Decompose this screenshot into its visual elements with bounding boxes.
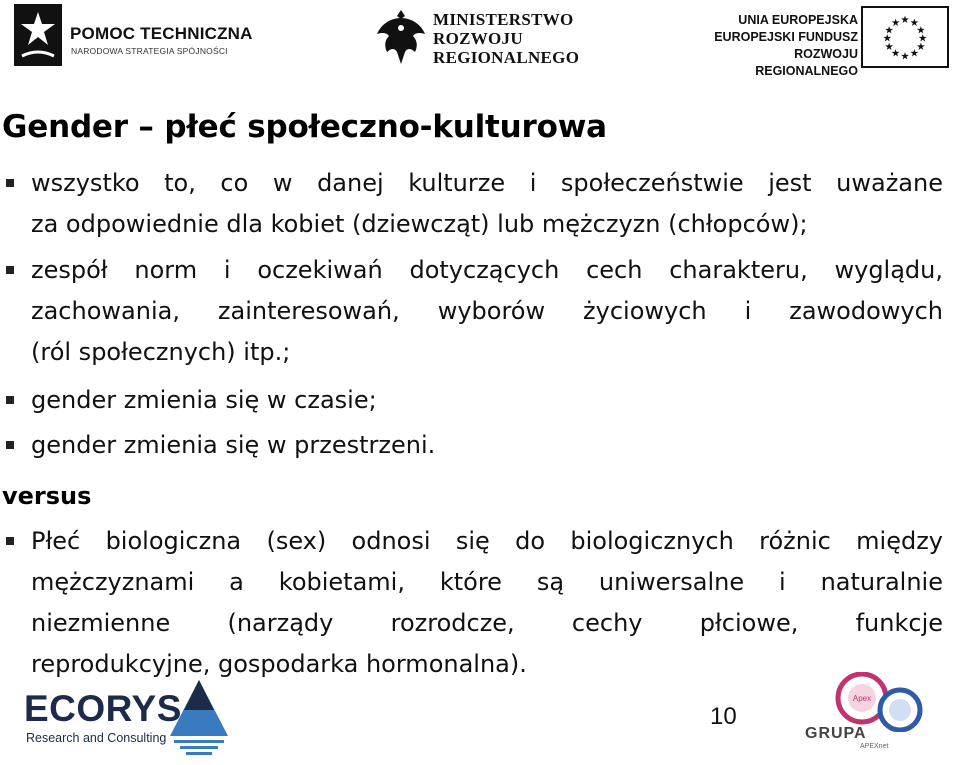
bullet-text-line: wszystko to, co w danej kulturze i społeczeństwie jest uważane — [31, 169, 943, 197]
pt-subtitle: NARODOWA STRATEGIA SPÓJNOŚCI — [71, 46, 228, 56]
bullet-marker — [6, 396, 14, 404]
polish-eagle-icon — [375, 6, 427, 66]
bullet-text-line: mężczyznami a kobietami, które są uniwersalne i naturalnie — [31, 568, 943, 596]
svg-text:★: ★ — [909, 47, 919, 60]
versus-label: versus — [2, 482, 92, 510]
eu-line: UNIA EUROPEJSKA — [738, 13, 858, 27]
eu-line: EUROPEJSKI FUNDUSZ — [714, 30, 858, 44]
bullet-text-line: zachowania, zainteresowań, wyborów życiowych i zawodowych — [31, 297, 943, 325]
pomoc-techniczna-logo — [14, 4, 264, 66]
bullet-text-line: gender zmienia się w czasie; — [31, 386, 377, 414]
ministry-line: ROZWOJU — [433, 29, 523, 48]
svg-text:★: ★ — [884, 41, 894, 54]
bullet-marker — [6, 441, 14, 449]
bullet-marker — [6, 266, 14, 274]
svg-text:★: ★ — [884, 24, 894, 37]
ministry-logo — [375, 6, 580, 68]
bullet-text-line: zespół norm i oczekiwań dotyczących cech charakteru, wyglądu, — [31, 256, 943, 284]
svg-text:★: ★ — [916, 41, 926, 54]
svg-text:★: ★ — [882, 32, 892, 45]
eu-flag-icon — [861, 6, 949, 68]
ministry-line: REGIONALNEGO — [433, 48, 580, 67]
ministry-line: MINISTERSTWO — [433, 10, 574, 29]
grupa-name: GRUPA — [805, 725, 867, 742]
bullet-text-line: (ról społecznych) itp.; — [31, 338, 291, 366]
pt-star-mark-icon — [14, 4, 62, 66]
pt-title: POMOC TECHNICZNA — [70, 24, 253, 43]
bullet-text-line: za odpowiednie dla kobiet (dziewcząt) lub mężczyzn (chłopców); — [31, 210, 808, 238]
svg-text:★: ★ — [909, 16, 919, 29]
bullet-text-line: gender zmienia się w przestrzeni. — [31, 431, 436, 459]
svg-text:★: ★ — [900, 13, 910, 26]
eu-fund-name — [698, 12, 858, 80]
bullet-text-line: Płeć biologiczna (sex) odnosi się do biologicznych różnic między — [31, 527, 943, 555]
apex-circles-icon — [820, 672, 930, 732]
eu-logo — [698, 6, 953, 78]
bullet-text-line: niezmienne (narządy rozrodcze, cechy płciowe, funkcje — [31, 609, 943, 637]
svg-text:★: ★ — [900, 50, 910, 63]
svg-text:★: ★ — [891, 47, 901, 60]
svg-text:★: ★ — [891, 16, 901, 29]
header-logos — [0, 0, 960, 80]
apex-badge-label: Apex — [852, 694, 872, 703]
page-number: 10 — [710, 703, 737, 730]
ministry-name — [433, 10, 579, 67]
grupa-apex-logo — [800, 672, 930, 757]
bullet-text-line: reprodukcyjne, gospodarka hormonalna). — [31, 650, 527, 678]
ecorys-triangle-icon — [170, 680, 228, 760]
slide-title: Gender – płeć społeczno-kulturowa — [2, 109, 607, 145]
grupa-subtitle: APEXnet — [860, 743, 889, 750]
ecorys-name: ECORYS — [24, 688, 182, 729]
eu-line: ROZWOJU REGIONALNEGO — [755, 47, 858, 78]
svg-text:★: ★ — [918, 32, 928, 45]
ecorys-subtitle: Research and Consulting — [26, 731, 167, 745]
svg-text:★: ★ — [916, 24, 926, 37]
bullet-marker — [6, 179, 14, 187]
ecorys-logo — [24, 680, 234, 760]
bullet-marker — [6, 537, 14, 545]
